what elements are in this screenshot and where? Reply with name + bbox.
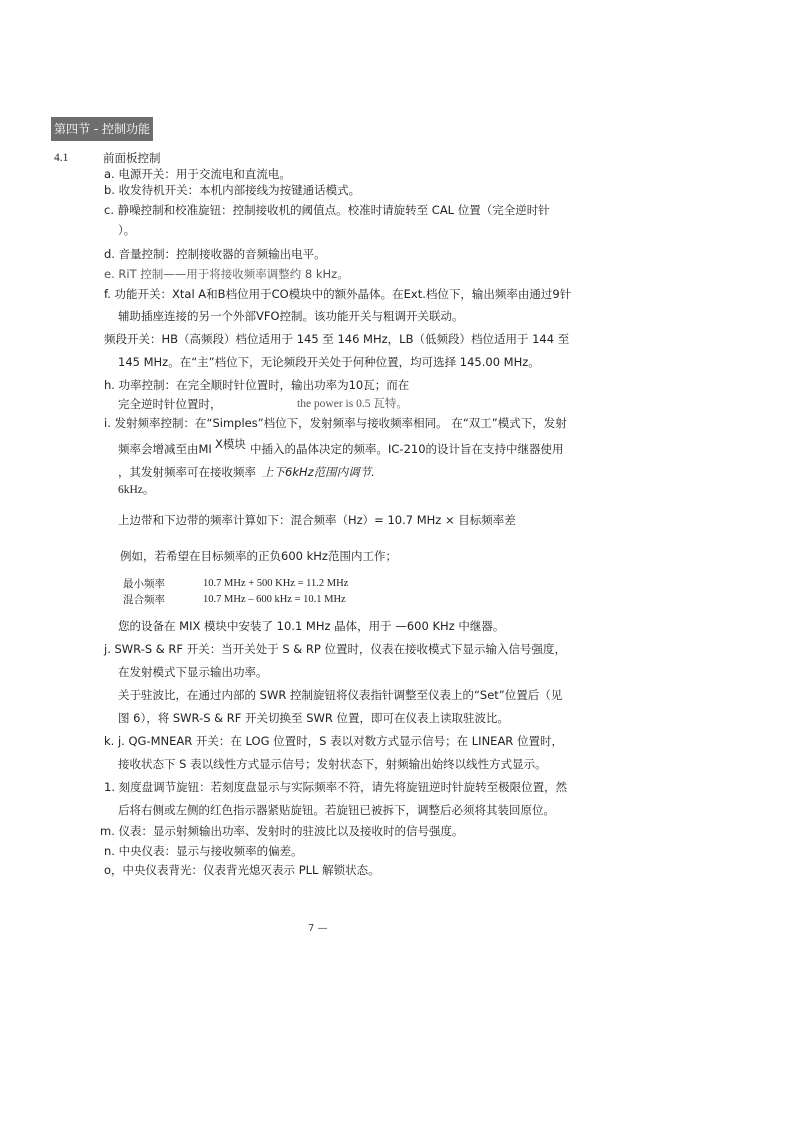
item-e: e. RiT 控制——用于将接收频率调整约 8 kHz。 [104, 267, 349, 281]
item-f-line2: 辅助插座连接的另一个外部VFO控制。该功能开关与粗调开关联动。 [118, 309, 464, 323]
item-i-line1: i. 发射频率控制：在“Simples”档位下，发射频率与接收频率相同。 在“双工”模式下，发射 [104, 416, 567, 430]
item-n: n. 中央仪表：显示与接收频率的偏差。 [104, 844, 303, 858]
item-g-line1: 频段开关：HB（高频段）档位适用于 145 至 146 MHz，LB（低频段）档位适用于 144 至 [104, 332, 570, 346]
item-l-line1: 1. 刻度盘调节旋钮：若刻度盘显示与实际频率不符，请先将旋钮逆时针旋转至极限位置，然 [104, 780, 568, 794]
item-c-line1: c. 静噪控制和校准旋钮：控制接收机的阈值点。校准时请旋转至 CAL 位置（完全逆时针 [104, 203, 550, 217]
item-i-line3b: 上下6kHz范围内调节. [262, 465, 375, 479]
item-l-line2: 后将右侧或左侧的红色指示器紧贴旋钮。若旋钮已被拆下，调整后必须将其装回原位。 [118, 803, 555, 817]
item-i-line3a: ，其发射频率可在接收频率 [118, 465, 256, 479]
item-j-line3: 关于驻波比，在通过内部的 SWR 控制旋钮将仪表指针调整至仪表上的“Set”位置后（见 [118, 688, 563, 702]
table-label-mix: 混合频率 [123, 594, 165, 606]
item-j-line2: 在发射模式下显示输出功率。 [118, 665, 268, 679]
item-f-line1: f. 功能开关：Xtal A和B档位用于CO模块中的额外晶体。在Ext.档位下，输出频率由通过9针 [104, 287, 572, 301]
item-k-line1: k. j. QG-MNEAR 开关：在 LOG 位置时，S 表以对数方式显示信号；在 LINEAR 位置时， [104, 734, 563, 748]
section-header: 第四节 - 控制功能 [51, 117, 153, 141]
item-m: m. 仪表：显示射频输出功率、发射时的驻波比以及接收时的信号强度。 [100, 824, 464, 838]
item-k-line2: 接收状态下 S 表以线性方式显示信号；发射状态下，射频输出始终以线性方式显示。 [118, 757, 547, 771]
section-title: 前面板控制 [103, 151, 161, 165]
item-i-line4: 6kHz。 [118, 484, 155, 496]
item-c-line2: ）。 [118, 223, 136, 237]
item-i-line2c: 中插入的晶体决定的频率。IC-210的设计旨在支持中继器使用 [250, 442, 564, 456]
table-value-mix: 10.7 MHz – 600 kHz = 10.1 MHz [203, 594, 346, 605]
item-h-line2b: the power is 0.5 瓦特。 [297, 398, 408, 410]
item-j-line1: j. SWR-S & RF 开关：当开关处于 S & RP 位置时，仪表在接收模式下显示输入信号强度， [104, 642, 567, 656]
example-line: 例如，若希望在目标频率的正负600 kHz范围内工作； [120, 549, 397, 563]
table-value-min: 10.7 MHz + 500 KHz = 11.2 MHz [203, 578, 349, 589]
item-h-line1: h. 功率控制：在完全顺时针位置时，输出功率为10瓦；而在 [104, 378, 410, 392]
item-b: b. 收发待机开关：本机内部接线为按键通话模式。 [104, 183, 361, 197]
item-a: a. 电源开关：用于交流电和直流电。 [104, 167, 291, 181]
formula-line: 上边带和下边带的频率计算如下：混合频率（Hz）= 10.7 MHz × 目标频率差 [118, 513, 516, 527]
section-number: 4.1 [54, 152, 69, 164]
item-d: d. 音量控制：控制接收器的音频输出电平。 [104, 247, 326, 261]
item-j-line4: 图 6），将 SWR-S & RF 开关切换至 SWR 位置，即可在仪表上读取驻波比。 [118, 711, 510, 725]
item-h-line2a: 完全逆时针位置时， [118, 397, 222, 411]
item-g-line2: 145 MHz。在“主”档位下，无论频段开关处于何种位置，均可选择 145.00 MHz。 [118, 355, 540, 369]
item-i-line2a: 频率会增减至由MI [118, 442, 212, 456]
mix-line: 您的设备在 MIX 模块中安装了 10.1 MHz 晶体，用于 —600 KHz 中继器。 [118, 619, 505, 633]
item-o: o，中央仪表背光：仪表背光熄灭表示 PLL 解锁状态。 [104, 863, 380, 877]
table-label-min: 最小频率 [123, 578, 165, 590]
item-i-line2b: X模块 [215, 437, 246, 451]
page-number: 7 — [308, 923, 328, 934]
